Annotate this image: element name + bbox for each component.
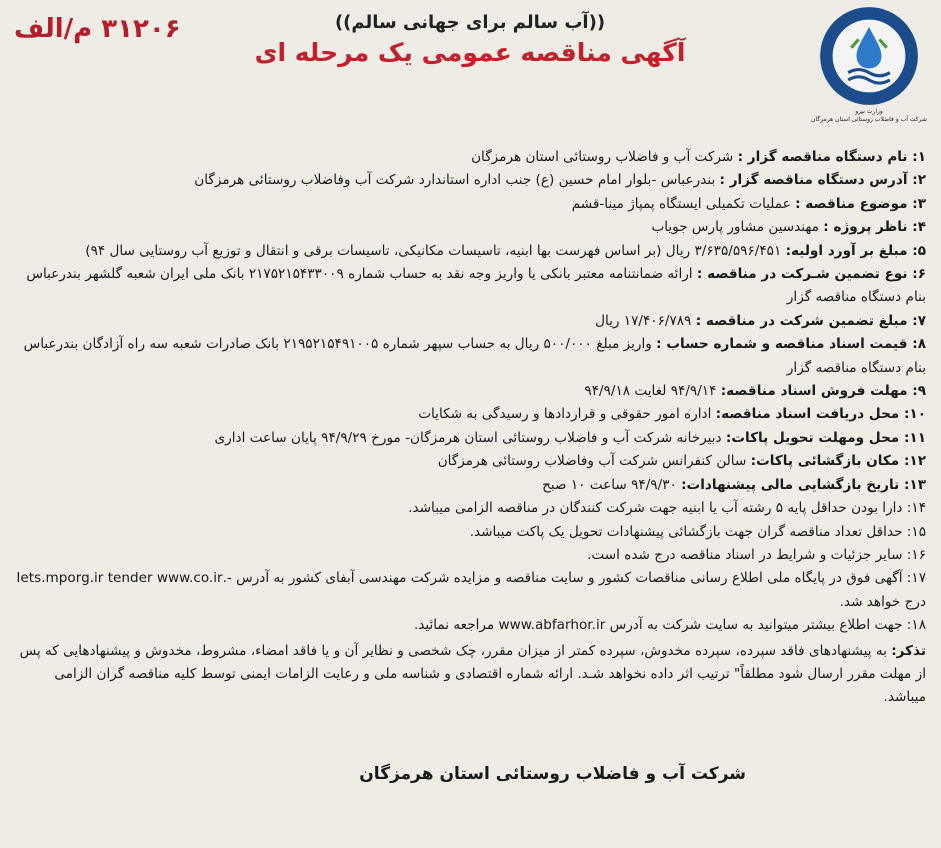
logo-caption-ministry: وزارت نیرو: [855, 108, 883, 115]
list-item: [14, 263, 926, 310]
list-item: [14, 474, 926, 497]
item-text: ۳/۶۳۵/۵۹۶/۴۵۱ ریال (بر اساس فهرست بها ابنیه، تاسیسات مکانیکی، تاسیسات برقی و انتقال و توزیع آب روستایی سال ۹۴): [85, 242, 786, 259]
item-text: ۱۶: سایر جزئیات و شرایط در اسناد مناقصه درج شده است.: [587, 546, 926, 563]
tender-items-list: [14, 146, 926, 710]
list-item: [14, 216, 926, 239]
item-text: اداره امور حقوقی و قراردادها و رسیدگی به شکایات: [418, 406, 716, 423]
item-text: ۱۷/۴۰۶/۷۸۹ ریال: [595, 312, 696, 329]
list-item: [14, 403, 926, 426]
item-label: ۳: موضوع مناقصه :: [795, 195, 926, 212]
item-text: ۱۴: دارا بودن حداقل پایه ۵ رشته آب یا ابنیه جهت شرکت کنندگان در مناقصه الزامی میباشد.: [408, 500, 926, 517]
item-label: ۹: مهلت فروش اسناد مناقصه:: [720, 383, 926, 400]
list-item: [14, 333, 926, 380]
item-text: عملیات تکمیلی ایستگاه پمپاژ مینا-قشم: [571, 195, 796, 212]
item-label: ۵: مبلغ بر آورد اولیه:: [785, 242, 926, 259]
item-text: ۱۷: آگهی فوق در پایگاه ملی اطلاع رسانی مناقصات کشور و سایت مناقصه و مزایده شرکت مهندسی آبفای کشور به آدرس -.Iets.mporg.ir tender www.co.ir درج خواهد شد.: [16, 570, 926, 610]
item-label: ۶: نوع تضمین شـرکت در مناقصه :: [696, 266, 926, 283]
item-label: ۱۰: محل دریافت اسناد مناقصه:: [715, 406, 926, 423]
ad-code: ۳۱۲۰۶ م/الف: [14, 14, 181, 44]
item-label: ۴: ناظر پروژه :: [823, 219, 926, 236]
item-label: ۸: قیمت اسناد مناقصه و شماره حساب :: [656, 336, 926, 353]
item-text: ۱۸: جهت اطلاع بیشتر میتوانید به سایت شرکت به آدرس www.abfarhor.ir مراجعه نمائید.: [413, 617, 926, 634]
list-item: [14, 450, 926, 473]
water-drop-logo-icon: [817, 4, 921, 108]
footer-company-name: شرکت آب و فاضلاب روستائی استان هرمزگان: [359, 764, 746, 784]
note-label: تذکر:: [891, 642, 926, 659]
header: [0, 0, 941, 140]
slogan: ((آب سالم برای جهانی سالم)): [334, 12, 606, 33]
list-item: [14, 310, 926, 333]
list-item: [14, 427, 926, 450]
list-item: [14, 380, 926, 403]
item-text: بندرعباس -بلوار امام حسین (ع) جنب اداره استاندارد شرکت آب وفاضلاب روستائی هرمزگان: [194, 172, 720, 189]
item-label: ۷: مبلغ تضمین شرکت در مناقصه :: [695, 312, 926, 329]
item-text: واریز مبلغ ۵۰۰/۰۰۰ ریال به حساب سپهر شماره ۲۱۹۵۲۱۵۴۹۱۰۰۵ بانک صادرات شعبه سه راه آزادگان بندرعباس بنام دستگاه مناقصه گزار: [23, 336, 926, 376]
list-item: [14, 240, 926, 263]
item-label: ۲: آدرس دستگاه مناقصه گزار :: [719, 172, 926, 189]
item-text: ۹۴/۹/۳۰ ساعت ۱۰ صبح: [542, 476, 682, 493]
item-label: ۱: نام دستگاه مناقصه گزار :: [737, 149, 926, 165]
item-text: مهندسین مشاور پارس جویاب: [651, 219, 824, 236]
list-item: [14, 614, 926, 637]
item-text: ۹۴/۹/۱۴ لغایت ۹۴/۹/۱۸: [584, 383, 721, 400]
item-label: ۱۱: محل ومهلت تحویل پاکات:: [725, 429, 926, 446]
list-item: [14, 146, 926, 169]
company-logo: [805, 4, 933, 132]
item-label: ۱۳: تاریخ بازگشایی مالی پیشنهادات:: [681, 476, 926, 493]
logo-caption-company: شرکت آب و فاضلاب روستائی استان هرمزگان: [811, 116, 927, 123]
item-text: ۱۵: حداقل تعداد مناقصه گران جهت بازگشائی پیشنهادات تحویل یک پاکت میباشد.: [469, 523, 926, 540]
item-label: ۱۲: مکان بازگشائی پاکات:: [750, 453, 926, 470]
list-item: [14, 544, 926, 567]
page-title: آگهی مناقصه عمومی یک مرحله ای: [254, 38, 686, 67]
note-text: به پیشنهادهای فاقد سپرده، سپرده مخدوش، سپرده کمتر از میزان مقرر، چک شخصی و نظایر آن و یا فاقد امضاء، مشروط، مخدوش و پیشنهادهایی که پس از مهلت مقرر ارسال شود مطلقاً" ترتیب اثر داده نخواهد شـد. ارائه شماره اقتصادی و شناسه ملی و رعایت الزامات ایمنی توسط کلیه مناقصه گران الزامی میباشد.: [19, 642, 926, 706]
note-paragraph: [14, 640, 926, 710]
list-item: [14, 567, 926, 614]
item-text: دبیرخانه شرکت آب و فاضلاب روستائی استان هرمزگان- مورخ ۹۴/۹/۲۹ پایان ساعت اداری: [214, 429, 726, 446]
item-text: ارائه ضمانتنامه معتبر بانکی یا واریز وجه نقد به حساب شماره ۲۱۷۵۲۱۵۴۳۳۰۰۹ بانک ملی ایران شعبه گلشهر بندرعباس بنام دستگاه مناقصه گزار: [26, 266, 926, 306]
item-text: شرکت آب و فاضلاب روستائی استان هرمزگان: [471, 149, 738, 165]
list-item: [14, 169, 926, 192]
list-item: [14, 497, 926, 520]
item-text: سالن کنفرانس شرکت آب وفاضلاب روستائی هرمزگان: [437, 453, 751, 470]
list-item: [14, 521, 926, 544]
list-item: [14, 193, 926, 216]
